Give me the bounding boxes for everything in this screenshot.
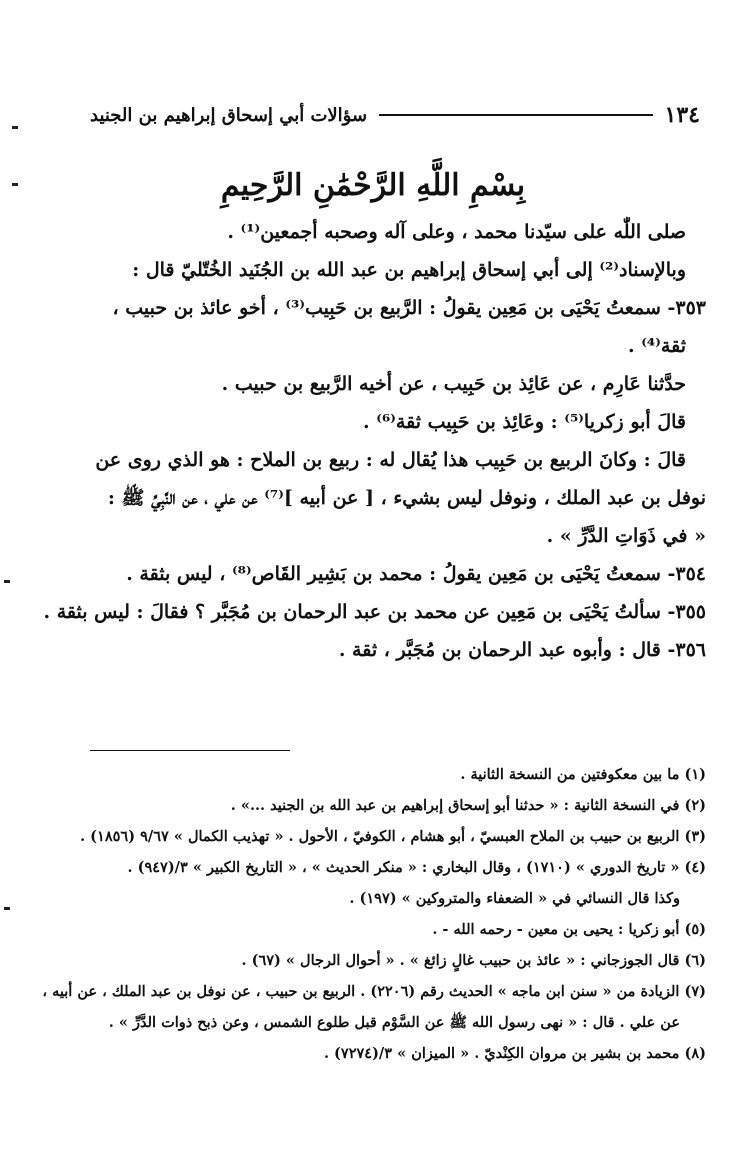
footnote: (١) ما بين معكوفتين من النسخة الثانية . <box>460 766 706 783</box>
footnote-separator <box>90 750 290 751</box>
bismillah: بِسْمِ اللَّهِ الرَّحْمَٰنِ الرَّحِيمِ <box>220 168 526 203</box>
footnote: (٦) قال الجوزجاني : « عائذ بن حبيب غالٍ زائغ » . « أحوال الرجال » (٦٧) . <box>241 952 706 969</box>
body-line: ٣٥٤- سمعتُ يَحْيَى بن مَعِين يقولُ : محمد بن بَشِير القَاص⁽⁸⁾ ، ليس بثقة . <box>126 563 706 585</box>
body-line: ٣٥٣- سمعتُ يَحْيَى بن مَعِين يقولُ : الرَّبيع بن حَبِيب⁽³⁾ ، أخو عائذ بن حبيب ، <box>112 297 706 319</box>
scan-mark <box>12 126 18 129</box>
running-header <box>90 100 700 130</box>
footnotes <box>42 766 706 1076</box>
footnote: (٤) « تاريخ الدوري » (١٧١٠) ، وقال البخاري : « منكر الحديث » ، « التاريخ الكبير » ٣/(٩٤٧) . <box>127 859 706 876</box>
footnote: (٢) في النسخة الثانية : « حدثنا أبو إسحاق إبراهيم بن عبد الله بن الجنيد ...» . <box>230 797 706 814</box>
footnote: (٧) الزيادة من « سنن ابن ماجه » الحديث رقم (٢٢٠٦) . الربيع بن حبيب ، عن نوفل بن عبد الملك ، عن أبيه ، <box>42 983 706 1000</box>
body-line: « في ذَوَاتِ الدَّرِّ » . <box>546 525 706 547</box>
body-line: نوفل بن عبد الملك ، ونوفل ليس بشيء ، [ عن أبيه ]⁽⁷⁾ عن علي ، عن النَّبِيِّ ﷺ : <box>107 487 706 509</box>
scan-mark <box>4 907 10 910</box>
scan-mark <box>4 580 10 583</box>
body-line: حدَّثنا عَارِم ، عن عَائِذ بن حَبِيب ، عن أخيه الرَّبيع بن حبيب . <box>221 373 686 395</box>
body-line: ٣٥٥- سألتُ يَحْيَى بن مَعِين عن محمد بن عبد الرحمان بن مُجَبَّر ؟ فقالَ : ليس بثقة . <box>43 601 706 623</box>
header-rule <box>379 114 652 116</box>
body-line: وبالإسناد⁽²⁾ إلى أبي إسحاق إبراهيم بن عبد الله بن الجُنَيد الخُتّليّ قال : <box>132 259 686 281</box>
body-line: قالَ : وكانَ الربيع بن حَبِيب هذا يُقال له : ربيع بن الملاح : هو الذي روى عن <box>95 449 686 471</box>
footnote: (٥) أبو زكريا : يحيى بن معين - رحمه الله - . <box>432 921 706 938</box>
page-number: ١٣٤ <box>664 102 700 128</box>
header-title: سؤالات أبي إسحاق إبراهيم بن الجنيد <box>90 104 368 126</box>
body-line: قالَ أبو زكريا⁽⁵⁾ : وعَائِذ بن حَبِيب ثقة⁽⁶⁾ . <box>363 411 686 433</box>
body-line: ٣٥٦- قال : وأبوه عبد الرحمان بن مُجَبَّر ، ثقة . <box>338 639 706 661</box>
body-line: صلى اللّٰه على سيّدنا محمد ، وعلى آله وصحبه أجمعين⁽¹⁾ . <box>227 221 686 243</box>
footnote: (٣) الربيع بن حبيب بن الملاح العبسيّ ، أبو هشام ، الكوفيّ ، الأحول . « تهذيب الكمال » ٩/٦٧ (١٨٥٦) . <box>80 828 706 845</box>
body-line: ثقة⁽⁴⁾ . <box>628 335 686 357</box>
footnote: (٨) محمد بن بشير بن مروان الكِنْديّ . « الميزان » ٣/(٧٢٧٤) . <box>323 1045 706 1062</box>
footnote-continuation: عن علي . قال : « نهى رسول الله ﷺ عن السَّوْم قبل طلوع الشمس ، وعن ذبح ذوات الدَّرِّ » . <box>108 1014 680 1031</box>
scan-mark <box>12 183 18 186</box>
main-text <box>43 221 706 678</box>
footnote-continuation: وكذا قال النسائي في « الضعفاء والمتروكين » (١٩٧) . <box>349 890 680 907</box>
